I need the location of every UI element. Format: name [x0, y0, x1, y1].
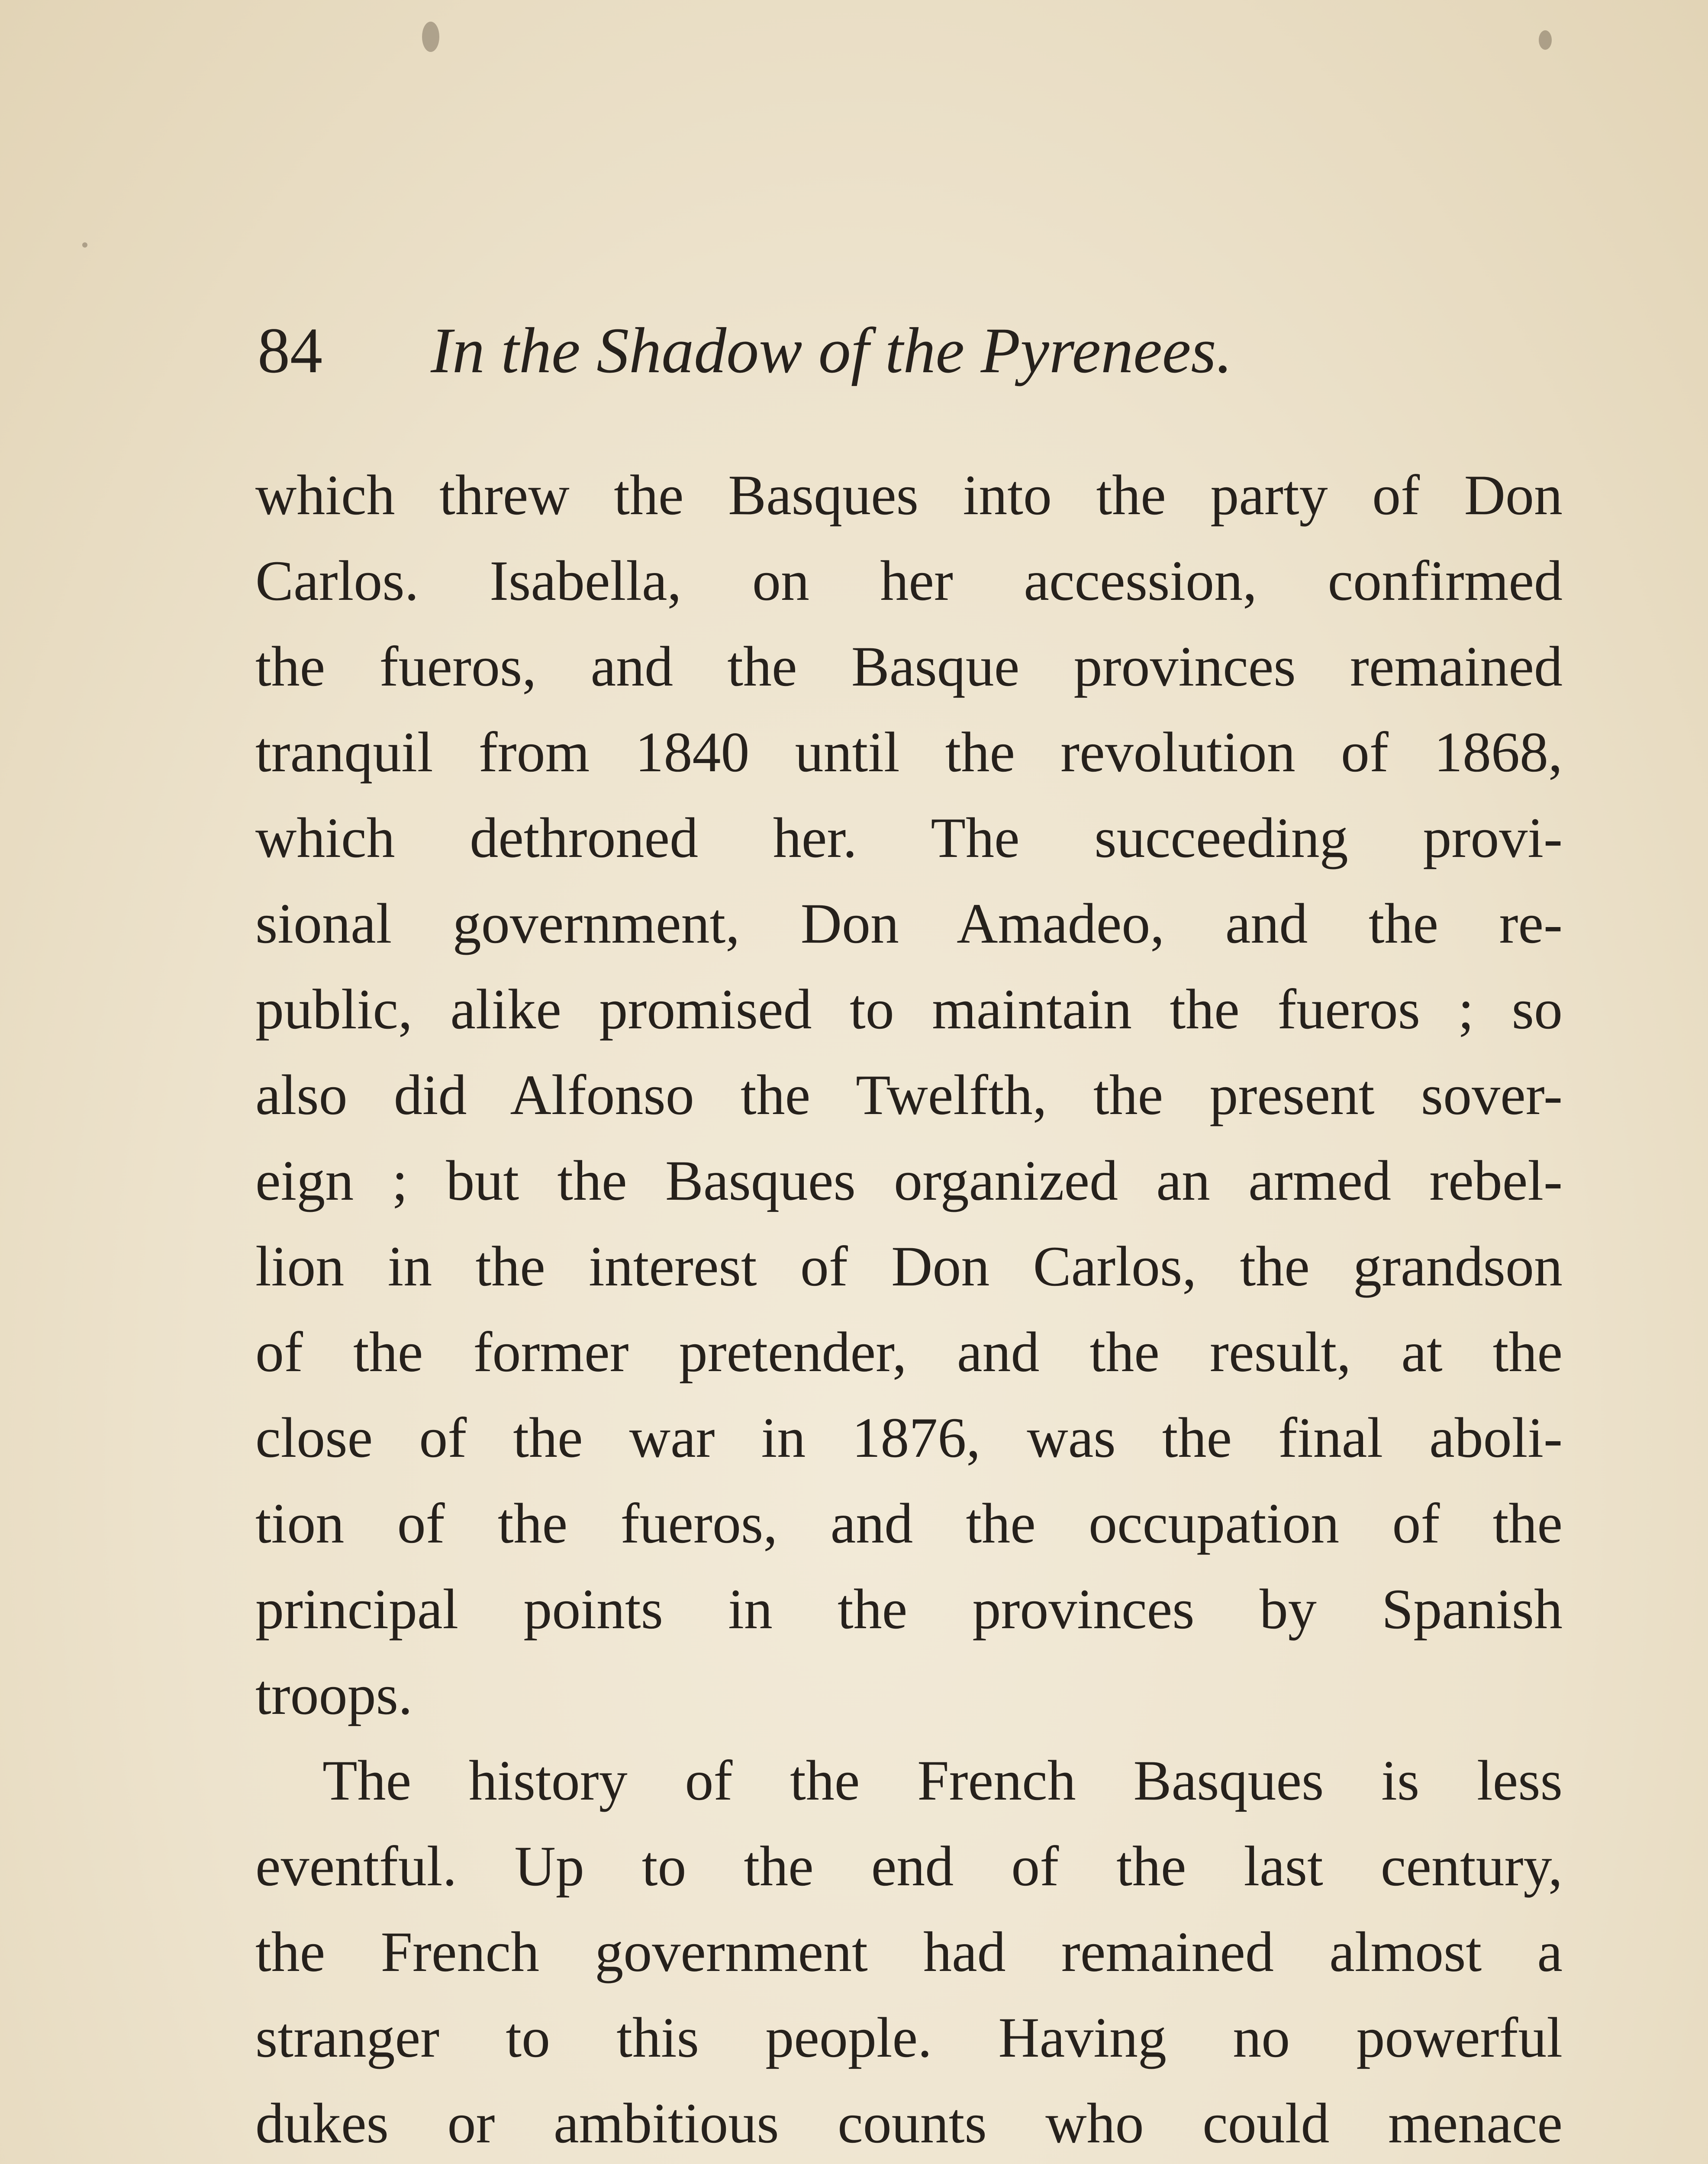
text-line: public, alike promised to maintain the fueros ; so [255, 977, 1563, 1041]
text-line: the French government had remained almost a [255, 1920, 1563, 1984]
text-line: Carlos. Isabella, on her accession, confirmed [255, 549, 1563, 612]
paragraph-2 [255, 1738, 1563, 2164]
paper-speck [1539, 30, 1552, 50]
text-line: dukes or ambitious counts who could menace [255, 2091, 1563, 2155]
text-line: also did Alfonso the Twelfth, the present sover- [255, 1063, 1563, 1127]
running-title: In the Shadow of the Pyrenees. [431, 315, 1233, 386]
text-line: The history of the French Basques is less [322, 1749, 1563, 1812]
text-line: stranger to this people. Having no powerful [255, 2006, 1563, 2069]
running-head [258, 303, 1426, 398]
text-line: eign ; but the Basques organized an armed rebel- [255, 1149, 1563, 1212]
text-line: lion in the interest of Don Carlos, the grandson [255, 1234, 1563, 1298]
text-line: the fueros, and the Basque provinces remained [255, 634, 1563, 698]
text-line: troops. [255, 1663, 412, 1726]
text-line: tranquil from 1840 until the revolution of 1868, [255, 720, 1563, 784]
paragraph-1 [255, 452, 1563, 1738]
text-line: sional government, Don Amadeo, and the re- [255, 892, 1563, 955]
text-line: tion of the fueros, and the occupation of the [255, 1491, 1563, 1555]
paper-speck [422, 22, 439, 52]
text-line: close of the war in 1876, was the final aboli- [255, 1406, 1563, 1469]
text-line: of the former pretender, and the result, at the [255, 1320, 1563, 1384]
body-text [255, 452, 1563, 2164]
text-line: eventful. Up to the end of the last century, [255, 1834, 1563, 1898]
text-line: which threw the Basques into the party of Don [255, 463, 1563, 527]
page-number: 84 [258, 315, 322, 386]
paper-speck [82, 242, 87, 248]
text-line: principal points in the provinces by Spanish [255, 1577, 1563, 1641]
text-line: which dethroned her. The succeeding provi- [255, 806, 1563, 869]
